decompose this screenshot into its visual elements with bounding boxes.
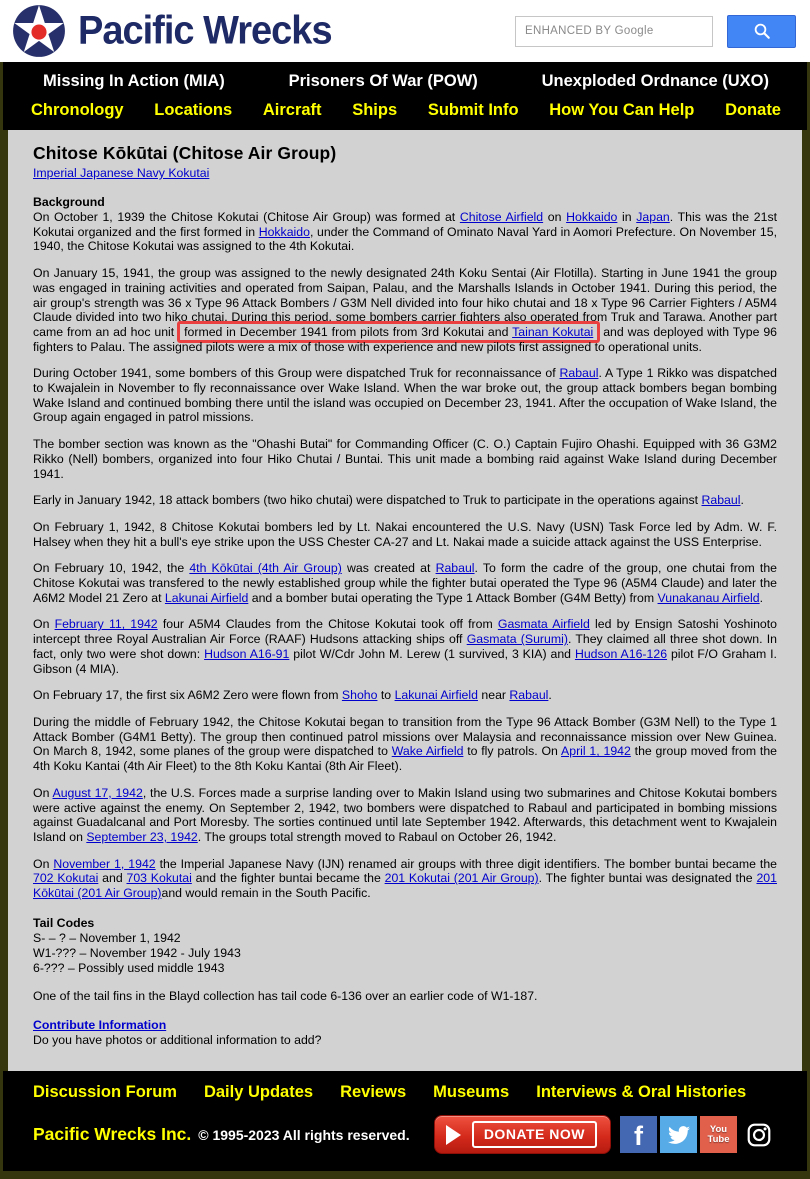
content-link-hokkaido[interactable]: Hokkaido (566, 210, 618, 224)
contribute-text: Do you have photos or additional information to add? (33, 1032, 322, 1047)
contribute-link[interactable]: Contribute Information (33, 1017, 167, 1032)
facebook-icon[interactable]: f (620, 1116, 657, 1153)
paragraph: During the middle of February 1942, the Chitose Kokutai began to transition from the Type 96 Attack Bomber (G3M Nell) to the Type 1 Attack Bomber (G4M1 Betty). The group then continued patrol missions over Malaysia and reconnaissance mission over New Guinea. On March 8, 1942, some planes of the group were dispatched to Wake Airfield to fly patrols. On April 1, 1942 the group moved from the 4th Koku Kantai (4th Air Fleet) to the 8th Koku Kantai (8th Air Fleet). (33, 714, 778, 774)
page-title: Chitose Kōkūtai (Chitose Air Group) (33, 143, 337, 163)
nav-item-submit-info[interactable]: Submit Info (427, 101, 519, 119)
footer-bottom (33, 1115, 777, 1154)
paragraph: On November 1, 1942 the Imperial Japanese Navy (IJN) renamed air groups with three digit identifiers. The bomber buntai became the 702 Kokutai and 703 Kokutai and the fighter buntai became the 201 Kokutai (201 Air Group). The fighter buntai was designated the 201 Kōkūtai (201 Air Group)and would remain in the South Pacific. (33, 856, 777, 901)
paragraph: On February 1, 1942, 8 Chitose Kokutai bombers led by Lt. Nakai encountered the U.S. Navy (USN) Task Force led by Adm. W. F. Halsey when they hit a bull's eye strike upon the USS Chester CA-27 and Lt. Nakai made a suicide attack against the USS Enterprise. (33, 519, 777, 549)
background-heading: Background (33, 195, 105, 209)
nav-item-donate[interactable]: Donate (725, 101, 781, 119)
content-link-gasmata-surumi[interactable]: Gasmata (Surumi) (466, 632, 568, 647)
content-link-february-11-1942[interactable]: February 11, 1942 (54, 617, 158, 632)
company-name[interactable]: Pacific Wrecks Inc. (33, 1124, 192, 1144)
paragraph: On February 17, the first six A6M2 Zero were flown from Shoho to Lakunai Airfield near Rabaul. (33, 688, 552, 703)
footer-link-museums[interactable]: Museums (433, 1083, 510, 1101)
paragraph: On October 1, 1939 the Chitose Kokutai (Chitose Air Group) was formed at Chitose Airfield on Hokkaido in Japan. This was the 21st Kokutai organized and the first formed in Hokkaido, under the Command of Ominato Naval Yard in Aomori Prefecture. On November 15, 1940, the Chitose Kokutai was assigned to the 4th Kokutai. (33, 210, 778, 254)
search-area (515, 15, 796, 48)
tail-code-line: 6-??? – Possibly used middle 1943 (33, 960, 225, 975)
paragraph: Early in January 1942, 18 attack bombers (two hiko chutai) were dispatched to Truk to participate in the operations against Rabaul. (33, 493, 744, 508)
nav-row-primary (23, 70, 787, 98)
content-link-november-1-1942[interactable]: November 1, 1942 (53, 856, 156, 871)
social-icons (620, 1116, 777, 1153)
footer-link-interviews-oral-histories[interactable]: Interviews & Oral Histories (536, 1083, 747, 1101)
nav-item-how-you-can-help[interactable]: How You Can Help (549, 101, 695, 119)
nav-item-prisoners-of-war-pow[interactable]: Prisoners Of War (POW) (288, 72, 478, 90)
content-link-shoho[interactable]: Shoho (341, 688, 378, 703)
annotation-highlight-box: formed in December 1941 from pilots from 3rd Kokutai and Tainan Kokutai (177, 321, 600, 343)
donate-now-button[interactable] (434, 1115, 611, 1154)
content-link-rabaul[interactable]: Rabaul (509, 688, 549, 703)
tail-code-line: W1-??? – November 1942 - July 1943 (33, 945, 241, 960)
paragraph: During October 1941, some bombers of this Group were dispatched Truk for reconnaissance of Rabaul. A Type 1 Rikko was dispatched to Kwajalein in November to fly reconnaissance over Wake Island. When the war broke out, the group attack bombers began bombing Wake Island and continued bombing there until the island was occupied on December 23, 1941. After the occupation of Wake Island, the Group again engaged in patrol missions. (33, 366, 777, 425)
nav-item-ships[interactable]: Ships (352, 101, 398, 119)
content-link-august-17-1942[interactable]: August 17, 1942 (52, 785, 143, 800)
nav-item-unexploded-ordnance-uxo[interactable]: Unexploded Ordnance (UXO) (541, 72, 769, 90)
search-button[interactable] (727, 15, 796, 48)
tail-note: One of the tail fins in the Blayd collection has tail code 6-136 over an earlier code of W1-187. (33, 988, 538, 1003)
nav-row-secondary (23, 98, 787, 120)
tail-codes-list (33, 931, 777, 976)
main-content (8, 130, 802, 1071)
content-link-tainan-kokutai[interactable]: Tainan Kokutai (512, 324, 594, 339)
content-link-703-kokutai[interactable]: 703 Kokutai (126, 871, 192, 886)
footer-links (33, 1083, 777, 1102)
donate-now-label: DONATE NOW (472, 1121, 597, 1148)
content-link-rabaul[interactable]: Rabaul (559, 366, 599, 381)
content-link-september-23-1942[interactable]: September 23, 1942 (86, 829, 198, 844)
tail-codes-heading: Tail Codes (33, 915, 95, 930)
nav-item-missing-in-action-mia[interactable]: Missing In Action (MIA) (43, 72, 225, 90)
paragraph: On August 17, 1942, the U.S. Forces made a surprise landing over to Makin Island using two submarines and Chitose Kokutai bombers were active against the enemy. On September 2, 1942, two bombers were dispatched to Rabaul and participated in bombing missions against Guadalcanal and Port Moresby. The sorties continued until late September 1942. Afterwards, this detachment went to Kwajalein Island on September 23, 1942. The groups total strength moved to Rabaul on October 26, 1942. (33, 785, 777, 844)
site-title[interactable]: Pacific Wrecks (78, 8, 332, 53)
contribute-section (33, 1018, 777, 1048)
nav-item-chronology[interactable]: Chronology (31, 101, 124, 119)
site-footer (3, 1071, 807, 1171)
content-link-april-1-1942[interactable]: April 1, 1942 (561, 744, 631, 759)
content-link-4th-k-k-tai-4th-air-group[interactable]: 4th Kōkūtai (4th Air Group) (189, 561, 342, 576)
site-header (0, 0, 810, 62)
play-icon (446, 1125, 461, 1145)
tail-code-line: S- – ? – November 1, 1942 (33, 930, 181, 945)
youtube-icon[interactable]: You Tube (700, 1116, 737, 1153)
content-link-702-kokutai[interactable]: 702 Kokutai (33, 871, 99, 886)
subtitle-link[interactable]: Imperial Japanese Navy Kokutai (33, 166, 210, 180)
paragraph: On February 10, 1942, the 4th Kōkūtai (4th Air Group) was created at Rabaul. To form the cadre of the group, one chutai from the Chitose Kokutai was transfered to the newly established group while the fighter butai operated the Type 96 (A5M4 Claude) and later the A6M2 Model 21 Zero at Lakunai Airfield and a bomber butai operating the Type 1 Attack Bomber (G4M Betty) from Vunakanau Airfield. (33, 561, 778, 605)
search-input[interactable] (515, 16, 713, 47)
content-link-rabaul[interactable]: Rabaul (435, 561, 475, 576)
content-link-hudson-a16-91[interactable]: Hudson A16-91 (204, 646, 290, 661)
paragraph: On January 15, 1941, the group was assigned to the newly designated 24th Koku Sentai (Air Flotilla). Starting in June 1941 the group was engaged in training activities and operated from Saipan, Palau, and the Marshalls Islands in October 1941. During this period, the air group's strength was 36 x Type 96 Attack Bombers / G3M Nell divided into four hiko chutai and 18 x Type 96 Carrier Fighters / A5M4 Claude divided into two hiko chutai. During this period, some bombers carrier fighters also operated from Truk and Tarawa. Another part came from an ad hoc unit formed in December 1941 from pilots from 3rd Kokutai and Tainan Kokutai and was deployed with Type 96 fighters to Palau. The assigned pilots were a mix of those with experience and new pilots first assigned to operational units. (33, 266, 778, 354)
content-link-vunakanau-airfield[interactable]: Vunakanau Airfield (657, 590, 760, 605)
content-link-hudson-a16-126[interactable]: Hudson A16-126 (574, 646, 668, 661)
content-link-japan[interactable]: Japan (636, 210, 670, 224)
main-nav (3, 62, 807, 130)
content-link-201-kokutai-201-air-group[interactable]: 201 Kokutai (201 Air Group) (384, 871, 539, 886)
footer-link-daily-updates[interactable]: Daily Updates (203, 1083, 314, 1101)
content-link-hokkaido[interactable]: Hokkaido (258, 224, 310, 239)
article-body (33, 210, 777, 901)
footer-link-discussion-forum[interactable]: Discussion Forum (33, 1083, 177, 1101)
star-roundel-logo-icon[interactable] (12, 4, 66, 58)
content-link-rabaul[interactable]: Rabaul (701, 493, 741, 508)
subtitle (33, 166, 777, 180)
content-link-lakunai-airfield[interactable]: Lakunai Airfield (164, 590, 249, 605)
content-link-lakunai-airfield[interactable]: Lakunai Airfield (394, 688, 478, 703)
footer-link-reviews[interactable]: Reviews (340, 1083, 407, 1101)
content-link-wake-airfield[interactable]: Wake Airfield (391, 744, 464, 759)
content-link-chitose-airfield[interactable]: Chitose Airfield (459, 210, 544, 224)
copyright-text: © 1995-2023 All rights reserved. (198, 1126, 410, 1143)
nav-item-locations[interactable]: Locations (154, 101, 233, 119)
content-link-gasmata-airfield[interactable]: Gasmata Airfield (497, 617, 590, 632)
nav-item-aircraft[interactable]: Aircraft (262, 101, 322, 119)
search-icon (753, 22, 771, 40)
twitter-icon[interactable] (660, 1116, 697, 1153)
instagram-icon[interactable] (740, 1116, 777, 1153)
content-link-201-k-k-tai-201-air-group[interactable]: 201 Kōkūtai (201 Air Group) (33, 871, 777, 901)
paragraph: The bomber section was known as the "Ohashi Butai" for Commanding Officer (C. O.) Captain Fujiro Ohashi. Equipped with 36 G3M2 Rikko (Nell) bombers, organized into four Hiko Chutai / Buntai. This unit made a bombing raid against Wake Island during December 1941. (33, 437, 777, 481)
paragraph: On February 11, 1942 four A5M4 Claudes from the Chitose Kokutai took off from Gasmata Airfield led by Ensign Satoshi Yoshinoto intercept three Royal Australian Air Force (RAAF) Hudsons attacking ships off Gasmata (Surumi). They claimed all three shot down. In fact, only two were shot down: Hudson A16-91 pilot W/Cdr John M. Lerew (1 survived, 3 KIA) and Hudson A16-126 pilot F/O Graham I. Gibson (4 MIA). (33, 617, 778, 676)
